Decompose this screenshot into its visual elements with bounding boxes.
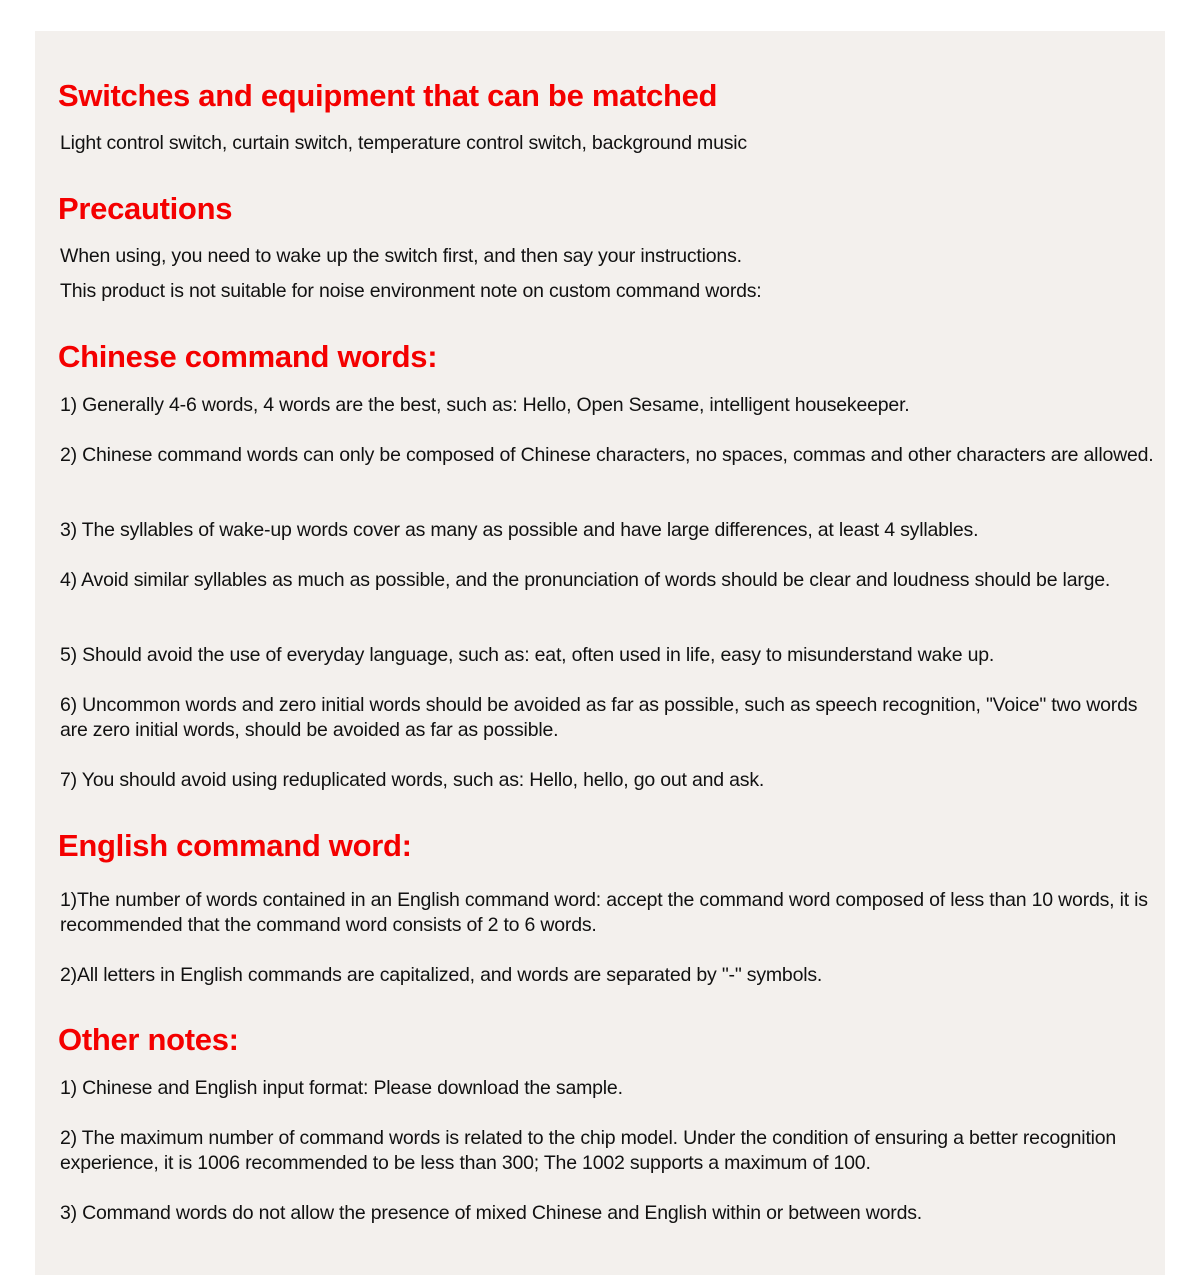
paragraph: When using, you need to wake up the switch first, and then say your instructions. xyxy=(60,245,742,267)
list-item: 1) Generally 4-6 words, 4 words are the best, such as: Hello, Open Sesame, intelligent housekeeper. xyxy=(60,394,910,416)
heading-precautions: Precautions xyxy=(58,191,233,226)
list-item: 5) Should avoid the use of everyday language, such as: eat, often used in life, easy to misunderstand wake up. xyxy=(60,644,995,666)
list-item: 3) The syllables of wake-up words cover as many as possible and have large differences, at least 4 syllables. xyxy=(60,519,979,541)
heading-english-command-word: English command word: xyxy=(58,828,412,863)
list-item: 3) Command words do not allow the presence of mixed Chinese and English within or between words. xyxy=(60,1202,923,1224)
heading-other-notes: Other notes: xyxy=(58,1022,239,1057)
list-item: 6) Uncommon words and zero initial words should be avoided as far as possible, such as speech recognition, "Voice" two words are zero initial words, should be avoided as far as possible. xyxy=(60,694,1138,741)
heading-matched-equipment: Switches and equipment that can be matched xyxy=(58,78,718,113)
list-item: 4) Avoid similar syllables as much as possible, and the pronunciation of words should be clear and loudness should be large. xyxy=(60,569,1111,591)
list-item: 1) Chinese and English input format: Please download the sample. xyxy=(60,1077,623,1099)
list-item: 7) You should avoid using reduplicated words, such as: Hello, hello, go out and ask. xyxy=(60,769,765,791)
paragraph: Light control switch, curtain switch, temperature control switch, background music xyxy=(60,132,747,154)
list-item: 2) Chinese command words can only be composed of Chinese characters, no spaces, commas and other characters are allowed. xyxy=(60,444,1154,466)
list-item: 2) The maximum number of command words is related to the chip model. Under the condition of ensuring a better recognition experience, it is 1006 recommended to be less than 300; The 1002 supports a maximum of 100. xyxy=(60,1127,1117,1174)
heading-chinese-command-words: Chinese command words: xyxy=(58,339,438,374)
list-item: 1)The number of words contained in an English command word: accept the command word composed of less than 10 words, it is recommended that the command word consists of 2 to 6 words. xyxy=(60,889,1148,936)
list-item: 2)All letters in English commands are capitalized, and words are separated by "-" symbols. xyxy=(60,964,823,986)
paragraph: This product is not suitable for noise environment note on custom command words: xyxy=(60,280,762,302)
